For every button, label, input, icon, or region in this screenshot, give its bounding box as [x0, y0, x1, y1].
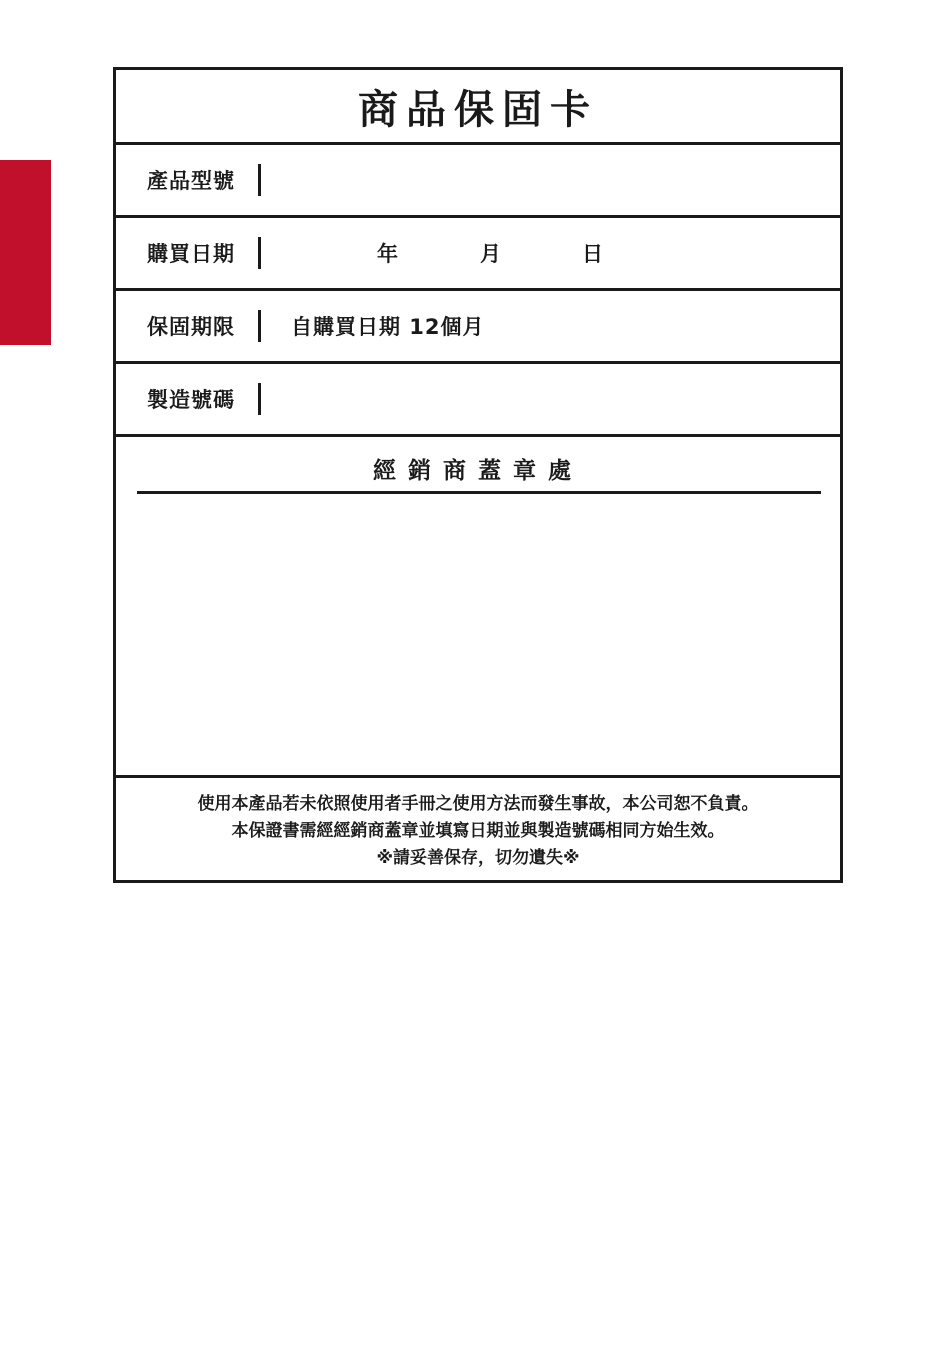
- warranty-value: 自購買日期 12個月: [291, 315, 485, 339]
- terms-line-1: 使用本產品若未依照使用者手冊之使用方法而發生事故，本公司恕不負責。: [197, 794, 759, 814]
- day-label: 日: [582, 242, 603, 266]
- model-separator: [258, 164, 261, 196]
- terms-notes: [116, 778, 840, 880]
- terms-line-2: 本保證書需經經銷商蓋章並填寫日期並與製造號碼相同方始生效。: [231, 821, 725, 841]
- card-title-row: [116, 70, 840, 145]
- year-label: 年: [377, 242, 398, 266]
- warranty-card: [113, 67, 843, 883]
- terms-line-3: ※請妥善保存，切勿遺失※: [376, 848, 580, 868]
- warranty-row: [116, 291, 840, 364]
- purchase-date-separator: [258, 237, 261, 269]
- card-title: 商品保固卡: [358, 86, 598, 133]
- model-row: [116, 145, 840, 218]
- warranty-separator: [258, 310, 261, 342]
- warranty-label: 保固期限: [147, 315, 235, 339]
- dealer-stamp-area: [116, 438, 840, 778]
- dealer-stamp-title: 經銷商蓋章處: [373, 458, 583, 484]
- stamp-title-underline: [137, 491, 821, 494]
- serial-label: 製造號碼: [147, 388, 235, 412]
- red-side-tab: [0, 160, 51, 345]
- serial-row: [116, 364, 840, 437]
- month-label: 月: [480, 242, 501, 266]
- serial-separator: [258, 383, 261, 415]
- purchase-date-label: 購買日期: [147, 242, 235, 266]
- model-label: 產品型號: [147, 169, 235, 193]
- purchase-date-row: [116, 218, 840, 291]
